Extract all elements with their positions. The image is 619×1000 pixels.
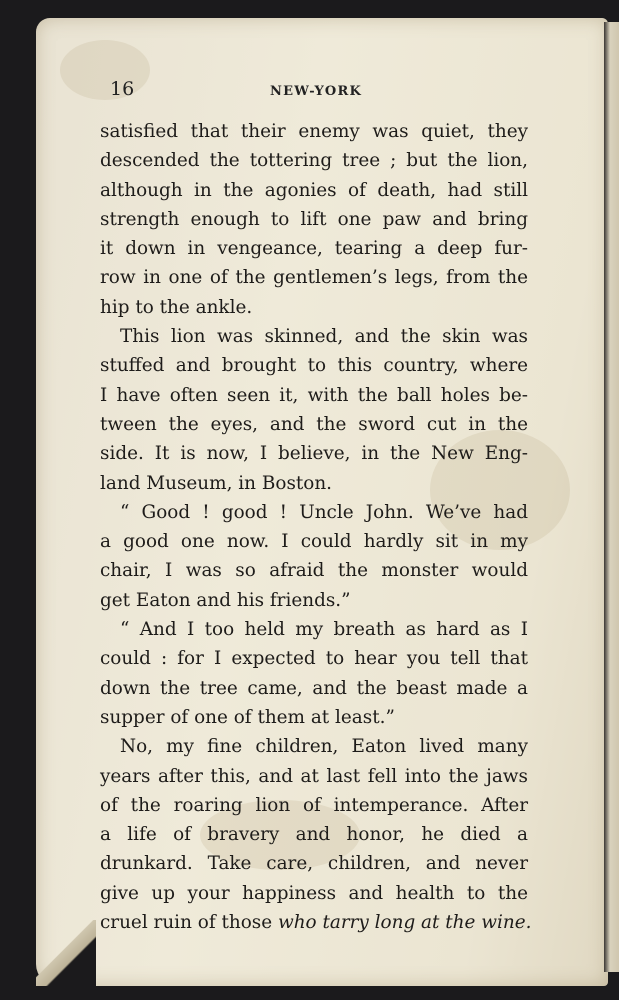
text-line: chair, I was so afraid the monster would bbox=[100, 560, 528, 582]
text-line: descended the tottering tree ; but the lion, bbox=[100, 150, 528, 172]
text-line: a life of bravery and honor, he died a bbox=[100, 824, 528, 846]
text-line: No, my fine children, Eaton lived many bbox=[120, 736, 528, 758]
text-line: “ Good ! good ! Uncle John. We’ve had bbox=[120, 501, 528, 523]
text-line: drunkard. Take care, children, and never bbox=[100, 853, 528, 875]
running-head: NEW-YORK bbox=[270, 84, 362, 99]
text-line: of the roaring lion of intemperance. After bbox=[100, 794, 528, 816]
text-line: supper of one of them at least.” bbox=[100, 706, 395, 728]
final-text-line bbox=[100, 908, 532, 937]
page-header bbox=[110, 78, 535, 104]
page-edge bbox=[604, 22, 619, 972]
text-line: it down in vengeance, tearing a deep fur- bbox=[100, 238, 528, 260]
body-text bbox=[100, 117, 532, 937]
folded-corner bbox=[36, 920, 96, 986]
text-line: get Eaton and his friends.” bbox=[100, 589, 351, 611]
text-line: down the tree came, and the beast made a bbox=[100, 677, 528, 699]
text-line: land Museum, in Boston. bbox=[100, 472, 333, 494]
text-line: give up your happiness and health to the bbox=[100, 882, 528, 904]
text-line: could : for I expected to hear you tell that bbox=[100, 648, 528, 670]
text-line: strength enough to lift one paw and bring bbox=[100, 208, 528, 230]
page-number: 16 bbox=[110, 78, 135, 100]
text-line: side. It is now, I believe, in the New Eng- bbox=[100, 443, 528, 465]
text-line: “ And I too held my breath as hard as I bbox=[120, 619, 528, 641]
text-line: although in the agonies of death, had still bbox=[100, 179, 528, 201]
final-line-italic: who tarry long at the wine. bbox=[277, 912, 532, 934]
text-line: a good one now. I could hardly sit in my bbox=[100, 531, 528, 553]
text-line: I have often seen it, with the ball holes be- bbox=[100, 384, 528, 406]
text-line: satisfied that their enemy was quiet, they bbox=[100, 121, 528, 142]
text-line: row in one of the gentlemen’s legs, from the bbox=[100, 267, 528, 289]
text-line: hip to the ankle. bbox=[100, 296, 253, 318]
text-line: years after this, and at last fell into the jaws bbox=[100, 765, 528, 787]
text-line: stuffed and brought to this country, where bbox=[100, 355, 528, 377]
text-line: This lion was skinned, and the skin was bbox=[120, 326, 528, 348]
text-line: tween the eyes, and the sword cut in the bbox=[100, 413, 528, 435]
final-line-roman: cruel ruin of those bbox=[100, 912, 273, 934]
